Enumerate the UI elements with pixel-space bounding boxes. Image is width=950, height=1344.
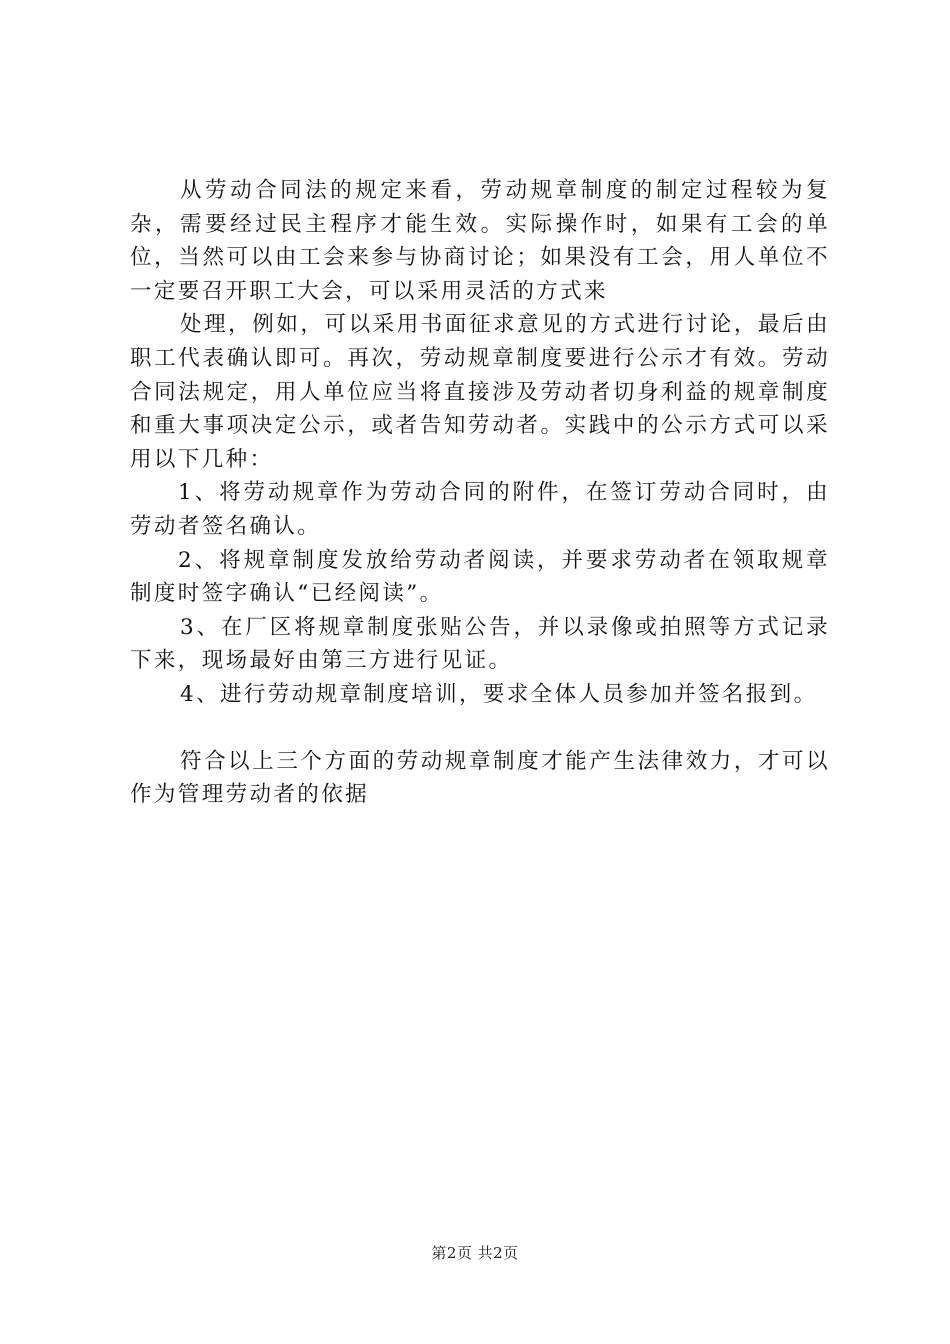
list-item: 2、将规章制度发放给劳动者阅读，并要求劳动者在领取规章制度时签字确认“已经阅读”。 (130, 547, 830, 607)
paragraph: 处理，例如，可以采用书面征求意见的方式进行讨论，最后由职工代表确认即可。再次，劳动规章制度要进行公示才有效。劳动合同法规定，用人单位应当将直接涉及劳动者切身利益的规章制度和重大事项决定公示，或者告知劳动者。实践中的公示方式可以采用以下几种： (130, 312, 830, 472)
paragraph: 符合以上三个方面的劳动规章制度才能产生法律效力，才可以作为管理劳动者的依据 (130, 748, 830, 808)
list-item: 3、在厂区将规章制度张贴公告，并以录像或拍照等方式记录下来，现场最好由第三方进行见证。 (130, 614, 830, 674)
page-number-footer: 第2页 共2页 (431, 1244, 519, 1262)
paragraph-spacer (130, 712, 830, 745)
paragraph: 从劳动合同法的规定来看，劳动规章制度的制定过程较为复杂，需要经过民主程序才能生效。实际操作时，如果有工会的单位，当然可以由工会来参与协商讨论；如果没有工会，用人单位不一定要召开职工大会，可以采用灵活的方式来 (130, 178, 830, 304)
list-item: 1、将劳动规章作为劳动合同的附件，在签订劳动合同时，由劳动者签名确认。 (130, 480, 830, 539)
list-item: 4、进行劳动规章制度培训，要求全体人员参加并签名报到。 (180, 681, 818, 707)
document-body (130, 174, 830, 812)
